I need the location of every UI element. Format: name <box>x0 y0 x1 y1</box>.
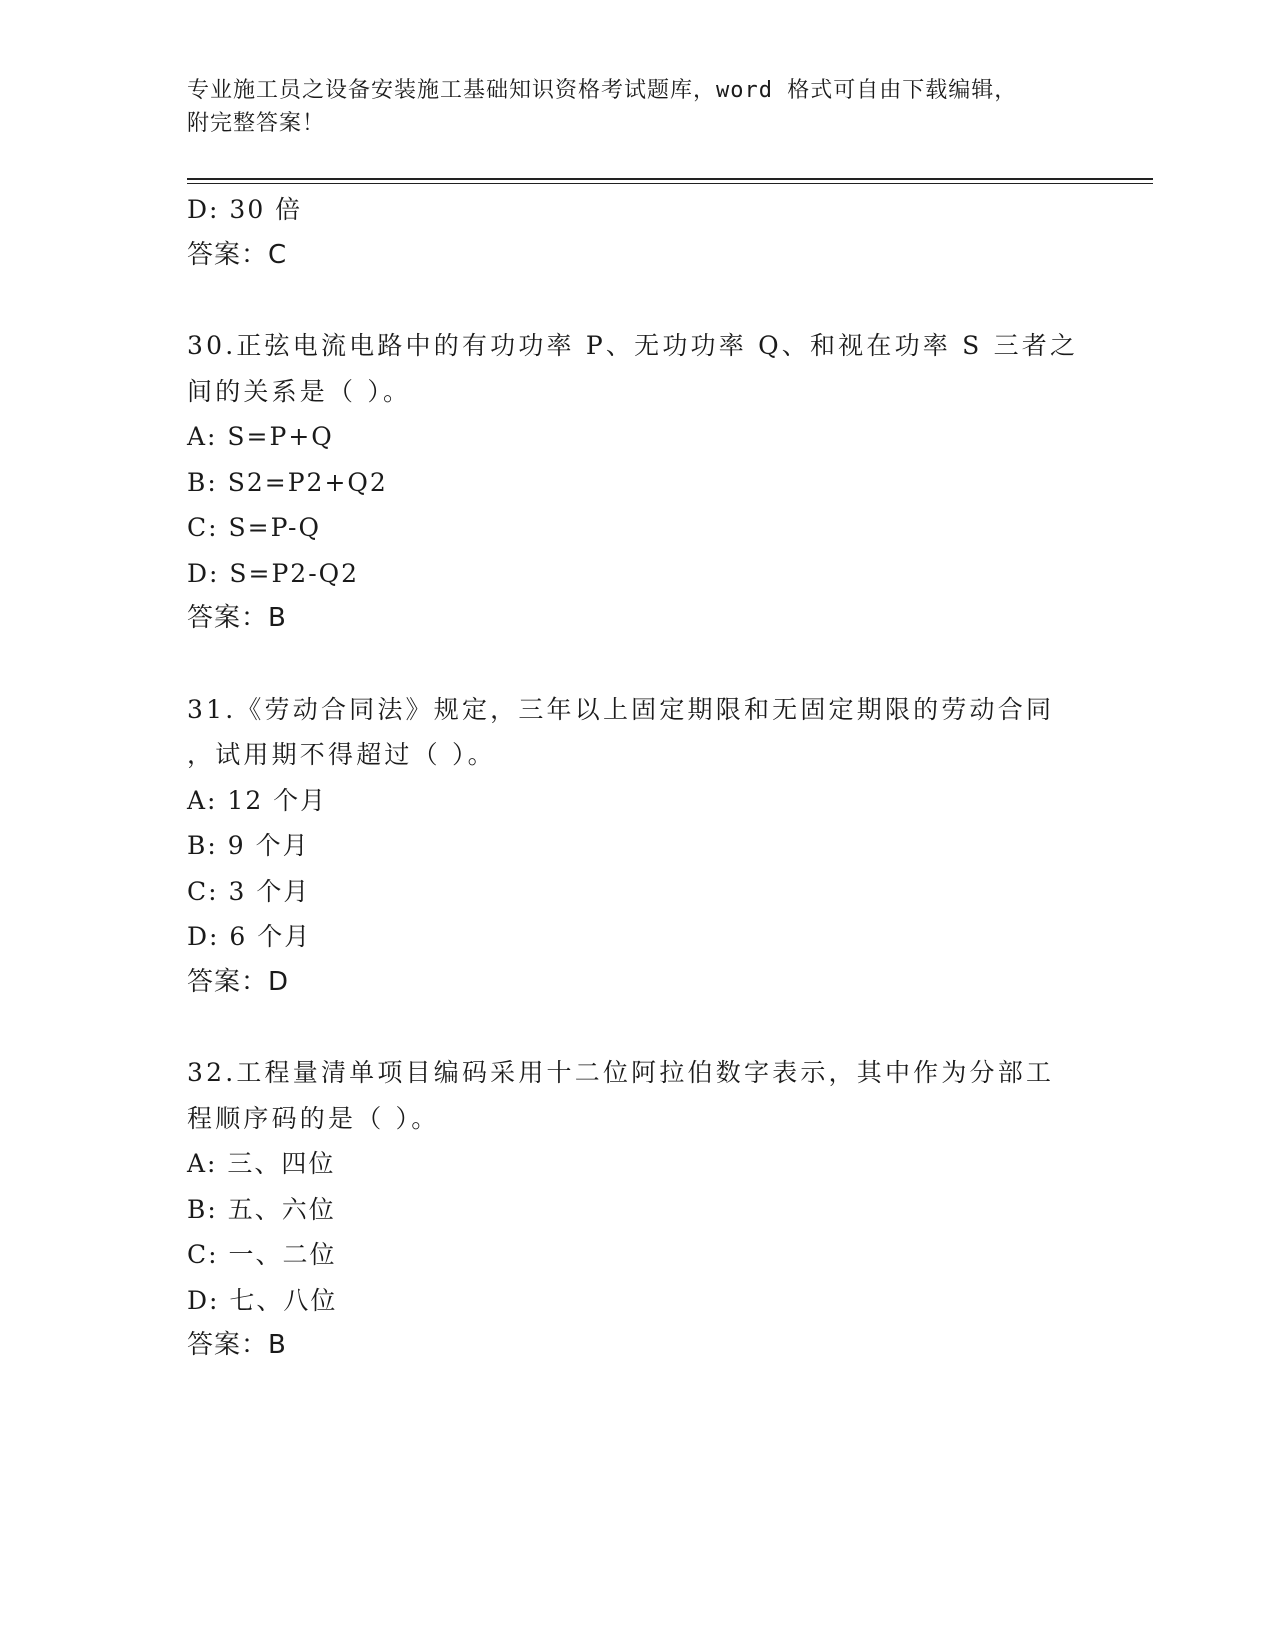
option-d: D: 七、八位 <box>187 1285 338 1315</box>
option-a: A: 三、四位 <box>187 1149 336 1178</box>
question-stem-line-1: 31.《劳动合同法》规定，三年以上固定期限和无固定期限的劳动合同 <box>187 694 1055 724</box>
option-c: C: 一、二位 <box>187 1240 337 1269</box>
option-d: D: 6 个月 <box>187 922 312 951</box>
question-stem-line-1: 30.正弦电流电路中的有功功率 P、无功功率 Q、和视在功率 S 三者之 <box>187 331 1079 360</box>
header-line-2: 附完整答案！ <box>187 111 326 136</box>
question-32 <box>187 1050 1087 1369</box>
spacer <box>187 642 1087 687</box>
answer: 答案：B <box>187 603 287 633</box>
prev-option-d: D: 30 倍 <box>187 195 303 224</box>
option-d: D: S=P2-Q2 <box>187 558 360 588</box>
header-divider-thick <box>187 178 1153 180</box>
question-30 <box>187 323 1087 642</box>
question-stem-line-2: 间的关系是（ ）。 <box>187 376 412 406</box>
question-31 <box>187 687 1087 1006</box>
question-stem-line-2: ，试用期不得超过（ ）。 <box>187 740 496 769</box>
header-line-1: 专业施工员之设备安装施工基础知识资格考试题库，word 格式可自由下载编辑， <box>187 78 1018 103</box>
question-stem-line-1: 32.工程量清单项目编码采用十二位阿拉伯数字表示，其中作为分部工 <box>187 1058 1055 1087</box>
question-stem-line-2: 程顺序码的是（ ）。 <box>187 1103 440 1133</box>
option-b: B: S2=P2+Q2 <box>187 467 388 497</box>
option-c: C: S=P-Q <box>187 513 321 542</box>
document-header <box>187 74 1067 140</box>
option-a: A: 12 个月 <box>187 785 328 815</box>
option-b: B: 9 个月 <box>187 831 310 860</box>
spacer <box>187 1005 1087 1050</box>
header-divider-thin <box>187 183 1153 184</box>
document-body <box>187 187 1087 1369</box>
option-b: B: 五、六位 <box>187 1194 336 1224</box>
answer: 答案：D <box>187 966 290 997</box>
option-a: A: S=P+Q <box>187 422 334 451</box>
spacer <box>187 278 1087 323</box>
option-c: C: 3 个月 <box>187 876 311 906</box>
answer: 答案：B <box>187 1330 287 1360</box>
prev-answer: 答案：C <box>187 239 288 270</box>
